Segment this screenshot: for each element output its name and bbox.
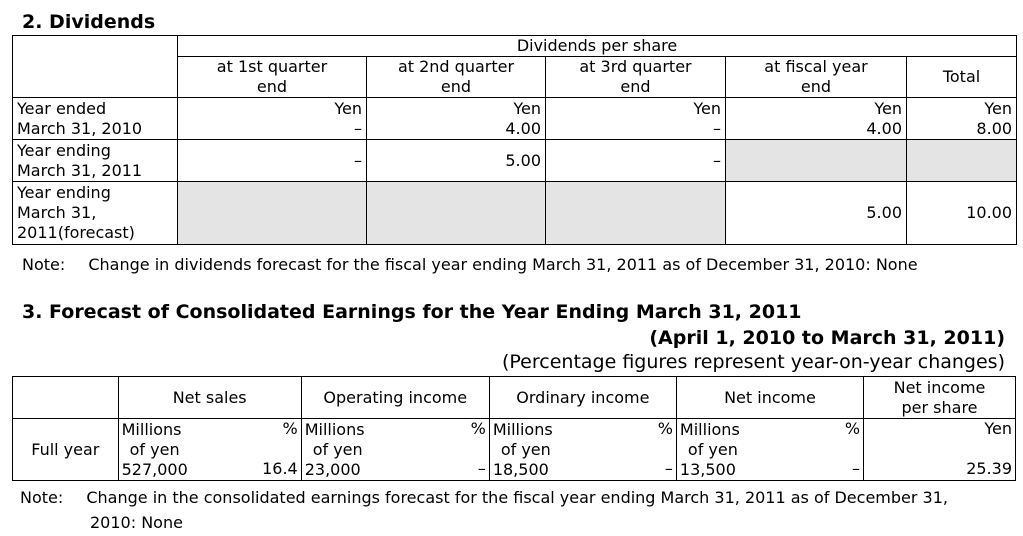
operating-income-cell: Millions of yen 23,000 [301,419,407,481]
table-cell: 10.00 [907,182,1017,245]
col-operating-income: Operating income [301,377,489,419]
forecast-corner-cell [13,377,119,419]
forecast-period: (April 1, 2010 to March 31, 2011) [649,327,1005,349]
table-cell: 5.00 [726,182,907,245]
shaded-cell [178,182,367,245]
table-cell: Yen – [546,98,726,140]
col-net-income-per-share: Net income per share [864,377,1016,419]
row-label: Year ended March 31, 2010 [13,98,178,140]
row-label: Year ending March 31, 2011 [13,140,178,182]
table-cell: Yen – [178,98,367,140]
table-cell: Yen 4.00 [367,98,546,140]
shaded-cell [367,182,546,245]
shaded-cell [907,140,1017,182]
col-3rd-quarter: at 3rd quarter end [546,57,726,98]
forecast-note [20,488,948,507]
forecast-note-continuation: 2010: None [90,513,183,532]
forecast-heading: 3. Forecast of Consolidated Earnings for the Year Ending March 31, 2011 [22,301,802,323]
eps-cell: Yen 25.39 [864,419,1016,481]
table-row [13,419,1016,481]
dividends-corner-cell [13,36,178,98]
col-fiscal-year-end: at fiscal year end [726,57,907,98]
net-income-pct-cell: % – [783,419,863,481]
table-row [13,98,1017,140]
table-cell: Yen 8.00 [907,98,1017,140]
row-label-full-year: Full year [13,419,119,481]
col-net-income: Net income [676,377,863,419]
table-cell: Yen 4.00 [726,98,907,140]
note-text: Change in dividends forecast for the fiscal year ending March 31, 2011 as of December 31, 2010: None [88,255,918,274]
table-cell: 5.00 [367,140,546,182]
shaded-cell [546,182,726,245]
forecast-table [12,376,1016,481]
dividends-group-header: Dividends per share [178,36,1017,57]
dividends-heading: 2. Dividends [22,11,156,33]
percentage-note: (Percentage figures represent year-on-year changes) [501,351,1005,373]
dividends-table [12,35,1017,245]
operating-income-pct-cell: % – [407,419,489,481]
note-text: Change in the consolidated earnings forecast for the fiscal year ending March 31, 2011 as of December 31, [86,488,948,507]
dividends-note [22,255,918,274]
col-net-sales: Net sales [118,377,301,419]
note-label: Note: [20,488,64,507]
net-sales-pct-cell: % 16.4 [222,419,301,481]
col-ordinary-income: Ordinary income [489,377,676,419]
net-income-cell: Millions of yen 13,500 [676,419,783,481]
row-label: Year ending March 31, 2011(forecast) [13,182,178,245]
table-cell: – [178,140,367,182]
note-label: Note: [22,255,66,274]
ordinary-income-pct-cell: % – [594,419,677,481]
table-row [13,182,1017,245]
ordinary-income-cell: Millions of yen 18,500 [489,419,594,481]
net-sales-cell: Millions of yen 527,000 [118,419,222,481]
shaded-cell [726,140,907,182]
col-total: Total [907,57,1017,98]
col-2nd-quarter: at 2nd quarter end [367,57,546,98]
table-cell: – [546,140,726,182]
col-1st-quarter: at 1st quarter end [178,57,367,98]
table-row [13,140,1017,182]
